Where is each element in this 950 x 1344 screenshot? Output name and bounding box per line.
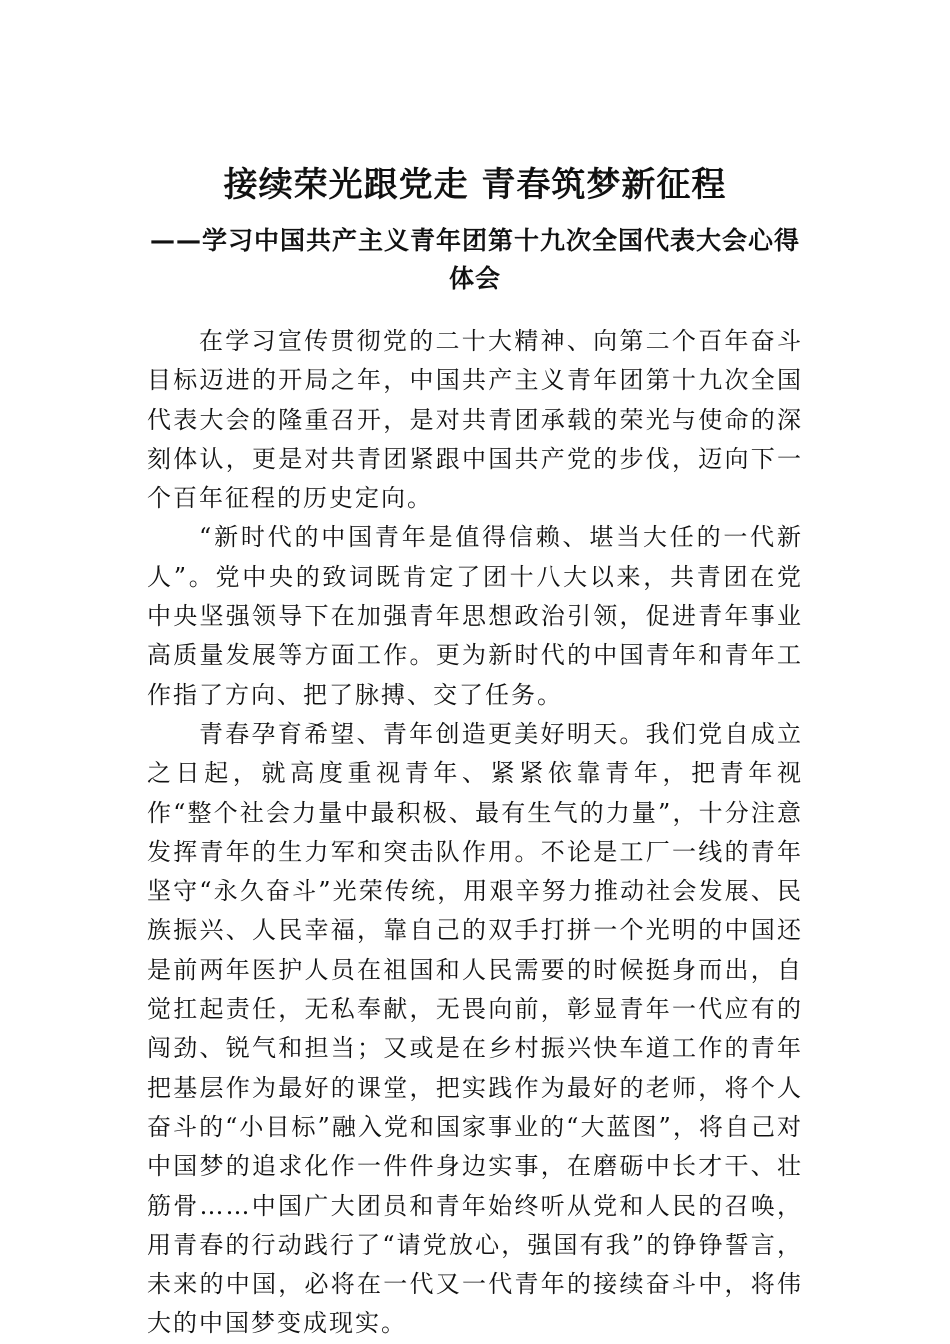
paragraph: 在学习宣传贯彻党的二十大精神、向第二个百年奋斗目标迈进的开局之年，中国共产主义青年团第十九次全国代表大会的隆重召开，是对共青团承载的荣光与使命的深刻体认，更是对共青团紧跟中国共产党的步伐，迈向下一个百年征程的历史定向。 (147, 327, 803, 513)
paragraph: 青春孕育希望、青年创造更美好明天。我们党自成立之日起，就高度重视青年、紧紧依靠青年，把青年视作“整个社会力量中最积极、最有生气的力量”，十分注意发挥青年的生力军和突击队作用。不论是工厂一线的青年坚守“永久奋斗”光荣传统，用艰辛努力推动社会发展、民族振兴、人民幸福，靠自己的双手打拼一个光明的中国还是前两年医护人员在祖国和人民需要的时候挺身而出，自觉扛起责任，无私奉献，无畏向前，彰显青年一代应有的闯劲、锐气和担当；又或是在乡村振兴快车道工作的青年把基层作为最好的课堂，把实践作为最好的老师，将个人奋斗的“小目标”融入党和国家事业的“大蓝图”，将自己对中国梦的追求化作一件件身边实事，在磨砺中长才干、壮筋骨……中国广大团员和青年始终听从党和人民的召唤，用青春的行动践行了“请党放心，强国有我”的铮铮誓言，未来的中国，必将在一代又一代青年的接续奋斗中，将伟大的中国梦变成现实。 (147, 719, 803, 1338)
document-title: 接续荣光跟党走 青春筑梦新征程 (223, 165, 727, 205)
document-body (147, 322, 803, 1344)
paragraph: “新时代的中国青年是值得信赖、堪当大任的一代新人”。党中央的致词既肯定了团十八大以来，共青团在党中央坚强领导下在加强青年思想政治引领，促进青年事业高质量发展等方面工作。更为新时代的中国青年和青年工作指了方向、把了脉搏、交了任务。 (147, 523, 803, 709)
document-subtitle: ——学习中国共产主义青年团第十九次全国代表大会心得体会 (149, 226, 800, 293)
